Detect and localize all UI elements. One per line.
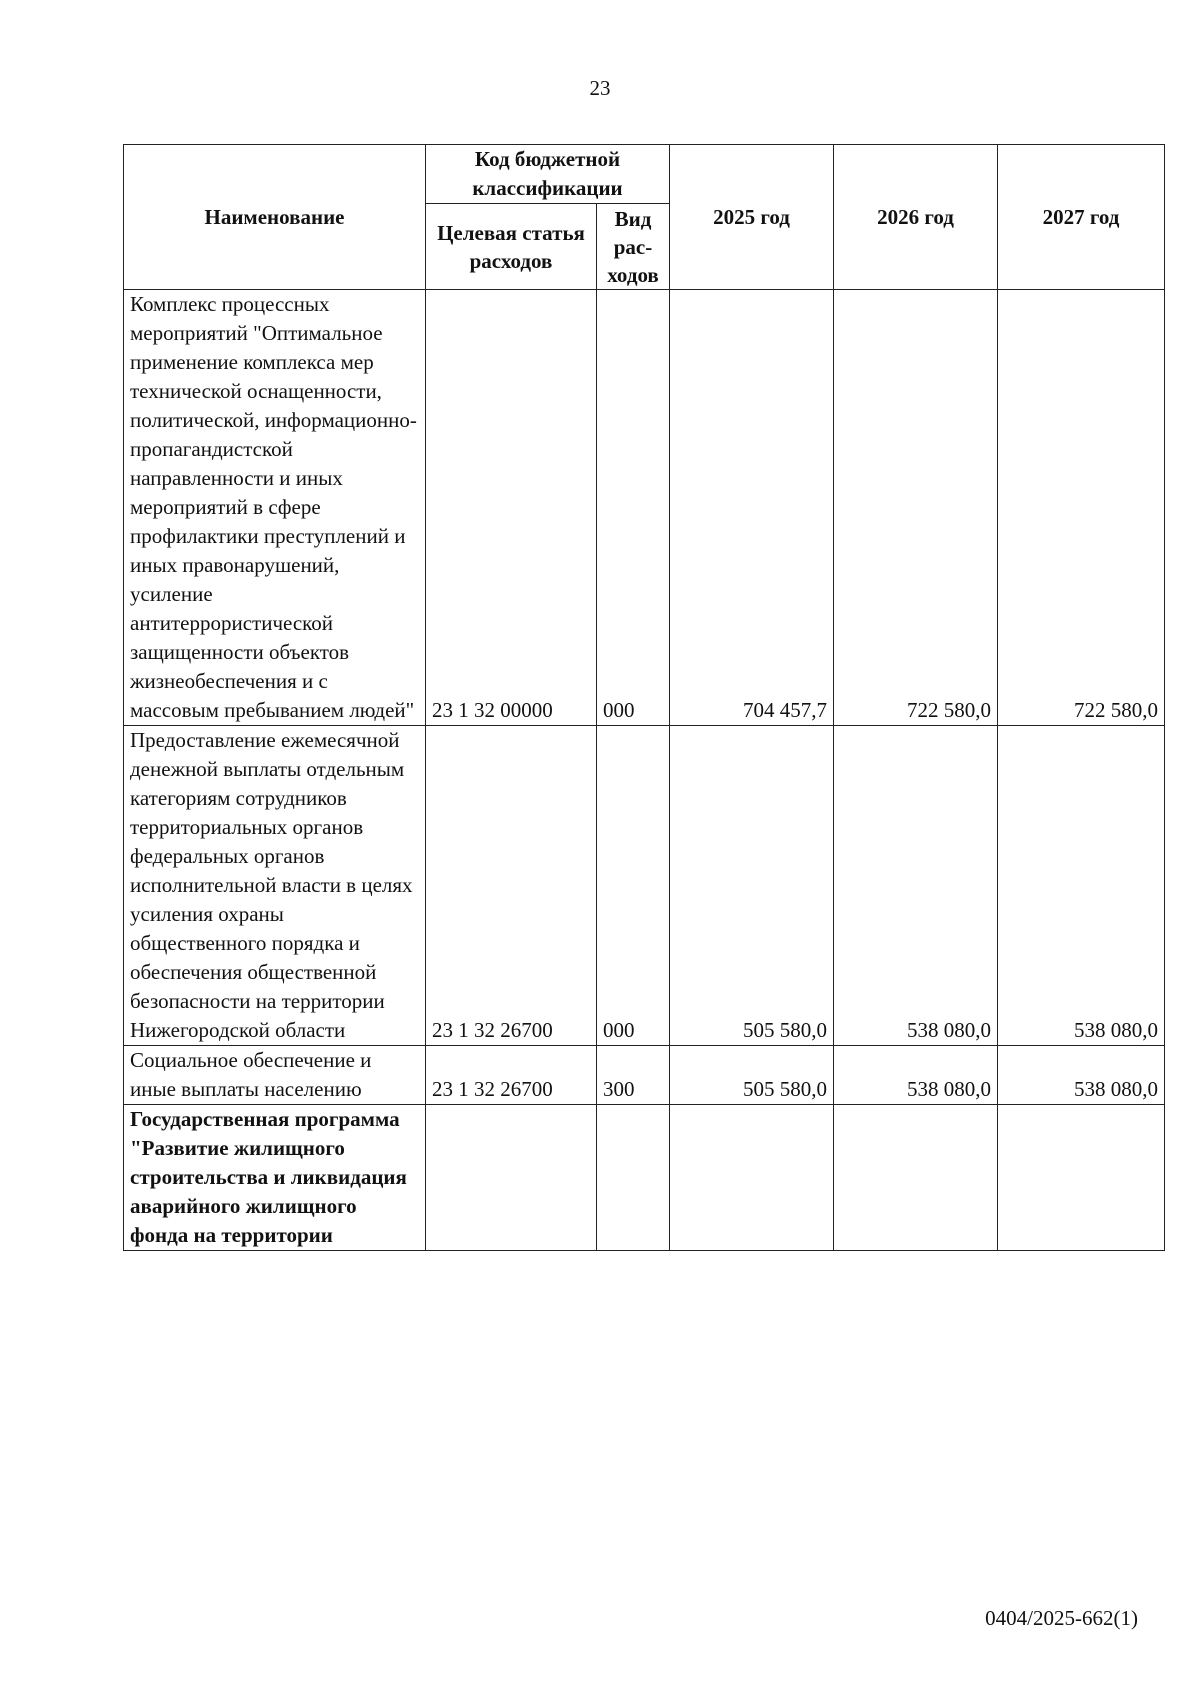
- row-value-2025: 505 580,0: [670, 1046, 834, 1105]
- table-row: [124, 1105, 1165, 1251]
- row-expense-type: 000: [597, 290, 670, 726]
- row-target-article: 23 1 32 00000: [426, 290, 597, 726]
- header-2026: 2026 год: [834, 145, 998, 290]
- row-value-2025: 505 580,0: [670, 726, 834, 1046]
- budget-table: [123, 144, 1165, 1251]
- row-value-2027: 538 080,0: [998, 1046, 1165, 1105]
- row-value-2027: 722 580,0: [998, 290, 1165, 726]
- row-expense-type: 000: [597, 726, 670, 1046]
- row-value-2025: 704 457,7: [670, 290, 834, 726]
- row-expense-type: [597, 1105, 670, 1251]
- header-code-group: Код бюджетной классификации: [426, 145, 670, 204]
- row-value-2026: [834, 1105, 998, 1251]
- table-row: [124, 1046, 1165, 1105]
- page-number: 23: [589, 76, 611, 100]
- row-value-2026: 722 580,0: [834, 290, 998, 726]
- row-name: Социальное обеспечение и иные выплаты населению: [124, 1046, 426, 1105]
- header-name: Наименование: [124, 145, 426, 290]
- row-value-2027: 538 080,0: [998, 726, 1165, 1046]
- row-name: Государственная программа "Развитие жилищного строительства и ликвидация аварийного жилищного фонда на территории: [124, 1105, 426, 1251]
- row-target-article: [426, 1105, 597, 1251]
- row-target-article: 23 1 32 26700: [426, 726, 597, 1046]
- table-row: [124, 290, 1165, 726]
- table-row: [124, 726, 1165, 1046]
- document-code: 0404/2025-662(1): [985, 1606, 1138, 1630]
- row-expense-type: 300: [597, 1046, 670, 1105]
- row-value-2026: 538 080,0: [834, 726, 998, 1046]
- header-2025: 2025 год: [670, 145, 834, 290]
- row-value-2027: [998, 1105, 1165, 1251]
- row-name: Комплекс процессных мероприятий "Оптимальное применение комплекса мер технической оснащенности, политической, информационно-пропагандистской направленности и иных мероприятий в сфере профилактики преступлений и иных правонарушений, усиление антитеррористической защищенности объектов жизнеобеспечения и с массовым пребыванием людей": [124, 290, 426, 726]
- header-expense-type: Вид рас- ходов: [597, 204, 670, 290]
- row-target-article: 23 1 32 26700: [426, 1046, 597, 1105]
- header-2027: 2027 год: [998, 145, 1165, 290]
- row-name: Предоставление ежемесячной денежной выплаты отдельным категориям сотрудников территориальных органов федеральных органов исполнительной власти в целях усиления охраны общественного порядка и обеспечения общественной безопасности на территории Нижегородской области: [124, 726, 426, 1046]
- row-value-2025: [670, 1105, 834, 1251]
- header-target-article: Целевая статья расходов: [426, 204, 597, 290]
- row-value-2026: 538 080,0: [834, 1046, 998, 1105]
